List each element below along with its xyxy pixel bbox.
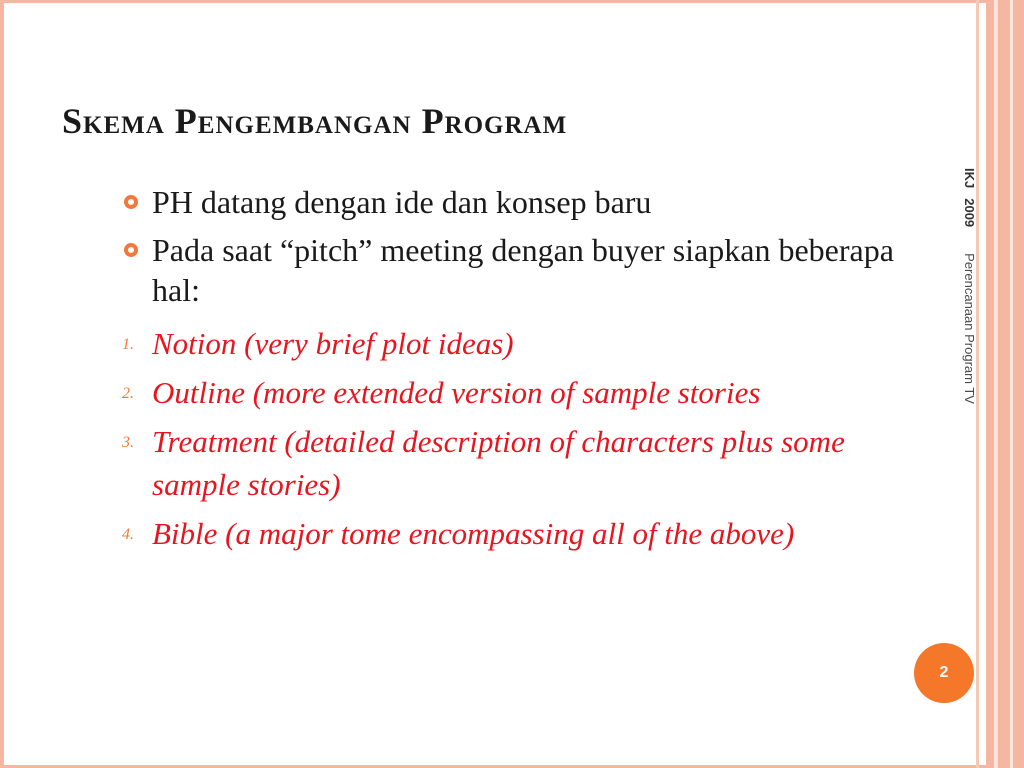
- numbered-item-text: Treatment (detailed description of characters plus some sample stories): [152, 424, 845, 502]
- footer-year: 2009: [962, 198, 977, 228]
- numbered-item-text: Outline (more extended version of sample stories: [152, 375, 761, 410]
- numbered-item-text: Notion (very brief plot ideas): [152, 326, 514, 361]
- bullet-item: [122, 182, 922, 222]
- numbered-item: [122, 371, 922, 414]
- item-number: 3.: [122, 434, 134, 451]
- footer-org: IKJ: [962, 168, 977, 189]
- footer-vertical-text: [962, 168, 977, 404]
- bullet-text: Pada saat “pitch” meeting dengan buyer siapkan beberapa hal:: [152, 232, 894, 308]
- bullet-ring-icon: [124, 195, 138, 209]
- numbered-item: [122, 420, 922, 506]
- item-number: 2.: [122, 385, 134, 402]
- bullet-text: PH datang dengan ide dan konsep baru: [152, 184, 652, 220]
- decorative-stripe: [1010, 0, 1013, 768]
- numbered-item-text: Bible (a major tome encompassing all of the above): [152, 516, 795, 551]
- footer-course: Perencanaan Program TV: [962, 253, 977, 404]
- item-number: 1.: [122, 336, 134, 353]
- bullet-item: [122, 230, 922, 310]
- bullet-ring-icon: [124, 243, 138, 257]
- frame-top-border: [0, 0, 1024, 3]
- decorative-stripe: [986, 0, 994, 768]
- frame-left-border: [0, 0, 4, 768]
- page-number-badge: 2: [914, 643, 974, 703]
- item-number: 4.: [122, 526, 134, 543]
- numbered-item: [122, 512, 922, 555]
- slide-title: Skema Pengembangan Program: [62, 101, 568, 141]
- content-list: [122, 182, 922, 561]
- numbered-item: [122, 322, 922, 365]
